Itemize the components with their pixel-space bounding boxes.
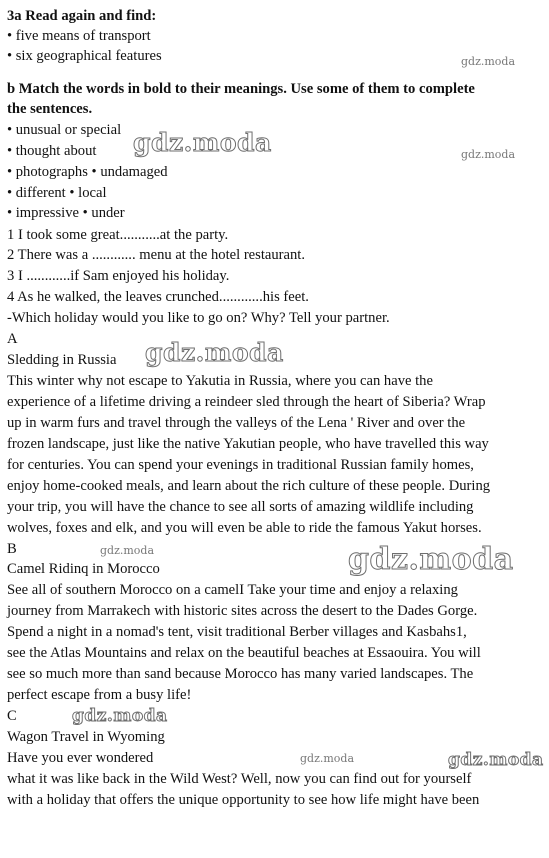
- paragraph-line: This winter why not escape to Yakutia in Russia, where you can have the: [7, 373, 433, 389]
- gap-sentence: 1 I took some great...........at the party.: [7, 227, 229, 243]
- watermark: gdz.moda: [133, 128, 272, 157]
- gap-sentence: 4 As he walked, the leaves crunched............his feet.: [7, 289, 309, 305]
- section-title-a: Sledding in Russia: [7, 352, 117, 368]
- paragraph-line: for centuries. You can spend your evenings in traditional Russian family homes,: [7, 457, 474, 473]
- paragraph-line: wolves, foxes and elk, and you will even be able to ride the famous Yakut horses.: [7, 520, 482, 536]
- meaning-item: • different • local: [7, 185, 107, 201]
- gap-sentence: 3 I ............if Sam enjoyed his holiday.: [7, 268, 230, 284]
- exercise-b-heading-cont: the sentences.: [7, 101, 93, 117]
- paragraph-line: see the Atlas Mountains and relax on the beautiful beaches at Essaouira. You will: [7, 645, 481, 661]
- section-letter-b: B: [7, 541, 17, 557]
- paragraph-line: perfect escape from a busy life!: [7, 687, 192, 703]
- gap-sentence: 2 There was a ............ menu at the hotel restaurant.: [7, 247, 305, 263]
- paragraph-line: frozen landscape, just like the native Yakutian people, who have travelled this way: [7, 436, 489, 452]
- watermark: gdz.moda: [461, 55, 516, 68]
- watermark: gdz.moda: [448, 750, 544, 770]
- paragraph-line: Spend a night in a nomad's tent, visit traditional Berber villages and Kasbahs1,: [7, 624, 467, 640]
- watermark: gdz.moda: [461, 148, 516, 161]
- exercise-b-heading: b Match the words in bold to their meanings. Use some of them to complete: [7, 81, 475, 97]
- paragraph-line: See all of southern Morocco on a camelI Take your time and enjoy a relaxing: [7, 582, 458, 598]
- paragraph-line: what it was like back in the Wild West? Well, now you can find out for yourself: [7, 771, 472, 787]
- meaning-item: • unusual or special: [7, 122, 122, 138]
- paragraph-line: Have you ever wondered: [7, 750, 154, 766]
- paragraph-line: your trip, you will have the chance to see all sorts of amazing wildlife including: [7, 499, 474, 515]
- meaning-item: • impressive • under: [7, 205, 125, 221]
- meaning-item: • photographs • undamaged: [7, 164, 168, 180]
- task-item: • five means of transport: [7, 28, 151, 44]
- section-title-b: Camel Ridinq in Morocco: [7, 561, 160, 577]
- section-title-c: Wagon Travel in Wyoming: [7, 729, 165, 745]
- paragraph-line: enjoy home-cooked meals, and learn about the rich culture of these people. During: [7, 478, 491, 494]
- paragraph-line: journey from Marrakech with historic sites across the desert to the Dades Gorge.: [7, 603, 478, 619]
- watermark: gdz.moda: [100, 544, 155, 557]
- paragraph-line: with a holiday that offers the unique opportunity to see how life might have been: [7, 792, 480, 808]
- watermark: gdz.moda: [72, 706, 168, 726]
- exercise-3a-heading: 3a Read again and find:: [7, 8, 157, 24]
- watermark: gdz.moda: [300, 752, 355, 765]
- task-item: • six geographical features: [7, 48, 162, 64]
- section-letter-c: C: [7, 708, 17, 724]
- section-letter-a: A: [7, 331, 18, 347]
- paragraph-line: see so much more than sand because Morocco has many varied landscapes. The: [7, 666, 474, 682]
- discussion-prompt: -Which holiday would you like to go on? Why? Tell your partner.: [7, 310, 390, 326]
- paragraph-line: experience of a lifetime driving a reindeer sled through the heart of Siberia? Wrap: [7, 394, 486, 410]
- paragraph-line: up in warm furs and travel through the valleys of the Lena ' River and over the: [7, 415, 466, 431]
- watermark: gdz.moda: [348, 542, 514, 577]
- meaning-item: • thought about: [7, 143, 97, 159]
- watermark: gdz.moda: [145, 338, 284, 367]
